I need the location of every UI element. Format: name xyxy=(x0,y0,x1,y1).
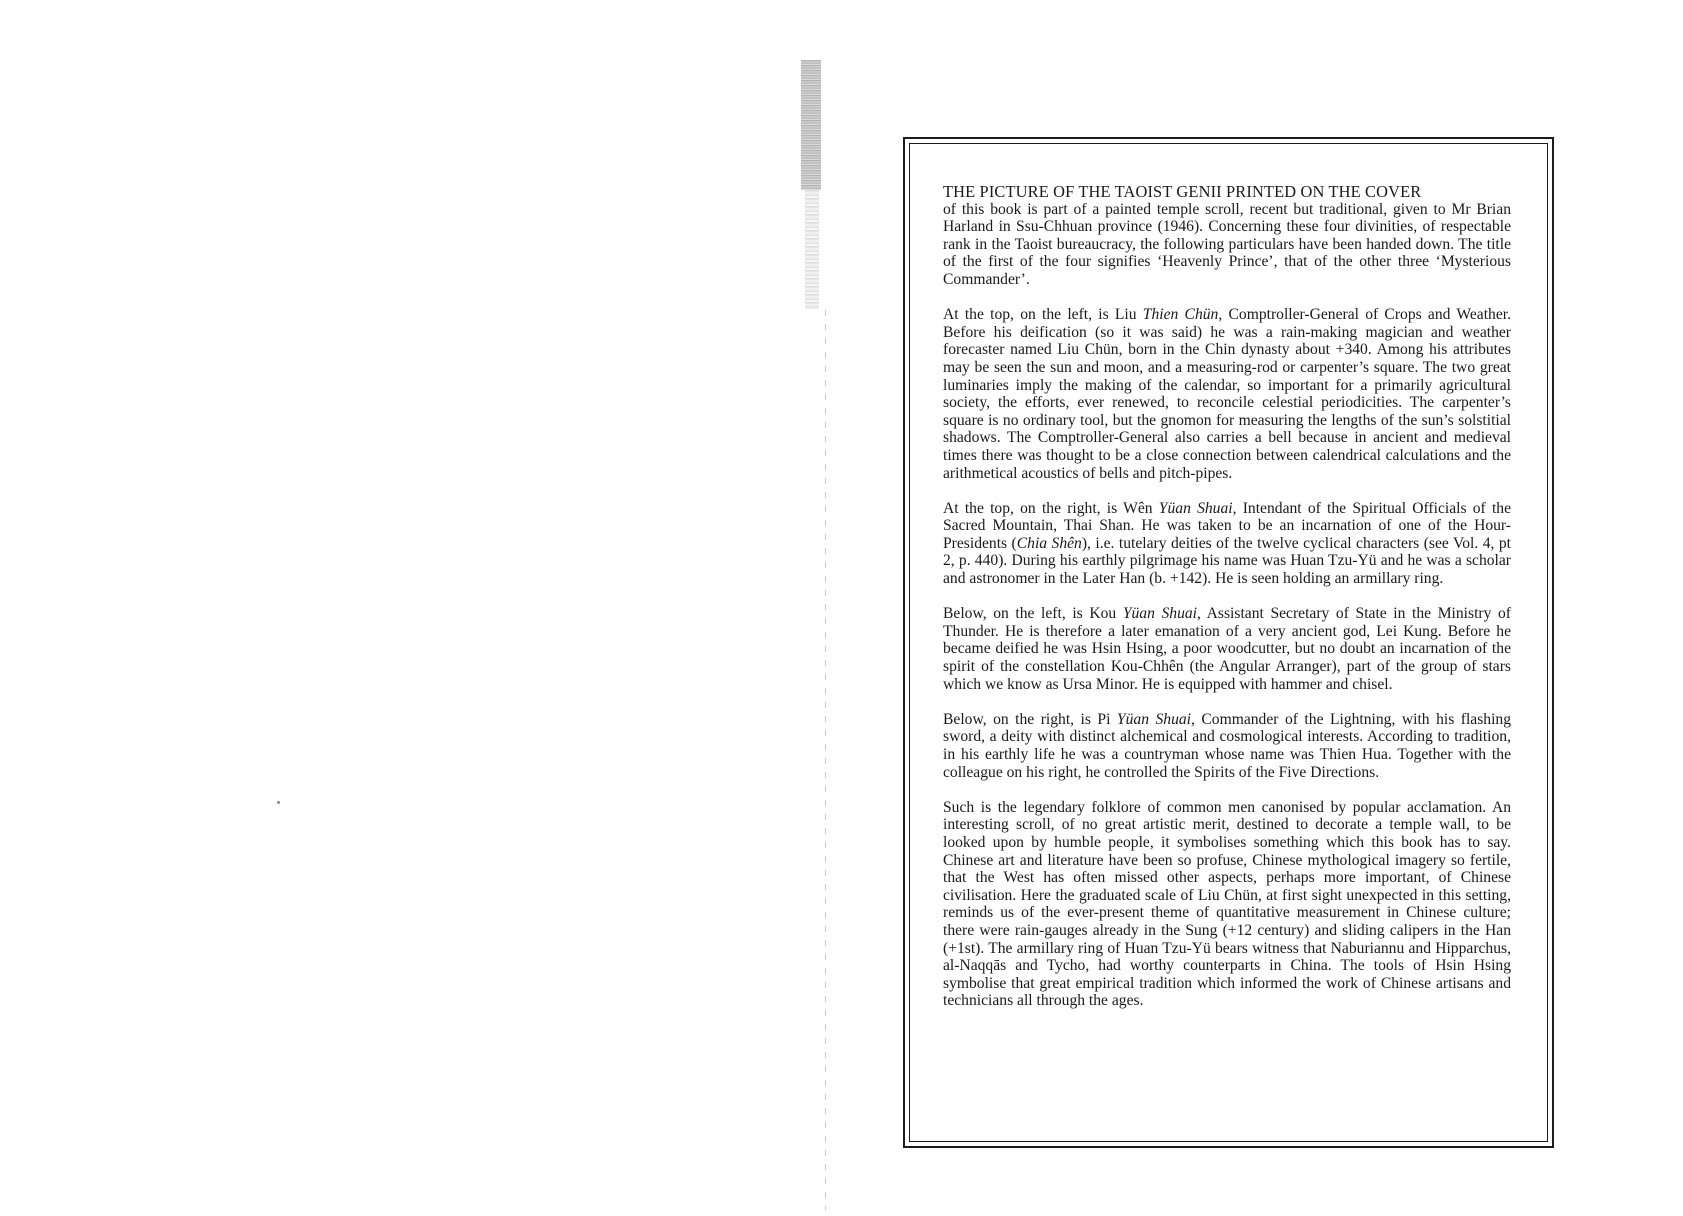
paragraph-2 xyxy=(943,306,1511,482)
italic-term: Yüan Shuai xyxy=(1116,710,1191,728)
gutter-shade-top xyxy=(801,60,821,190)
paragraph-6 xyxy=(943,799,1511,1010)
text-run: , Assistant Secretary of State in the Ministry of Thunder. He is therefore a later emanation of a very ancient god, Lei Kung. Before he became deified he was Hsin Hsing, a poor woodcutter, but no doubt an incarnation of the spirit of the constellation Kou-Chhên (the Angular Arranger), part of the group of stars which we know as Ursa Minor. He is equipped with hammer and chisel. xyxy=(943,605,1512,693)
text-run: Such is the legendary folklore of common men canonised by popular acclamation. An interesting scroll, of no great artistic merit, destined to decorate a temple wall, to be looked upon by humble people, it symbolises something which this book has to say. Chinese art and literature have been so profuse, Chinese mythological imagery so fertile, that the West has often missed other aspects, perhaps more important, of Chinese civilisation. Here the graduated scale of Liu Chün, at first sight unexpected in this setting, reminds us of the ever-present theme of quantitative measurement in Chinese culture; there were rain-gauges already in the Sung (+12 century) and sliding calipers in the Han (+1st). The armillary ring of Huan Tzu-Yü bears witness that Naburiannu and Hipparchus, al-Naqqās and Tycho, had worthy counterparts in China. The tools of Hsin Hsing symbolise that great empirical tradition which informed the work of Chinese artisans and technicians all through the ages. xyxy=(943,798,1511,1010)
cover-heading: THE PICTURE OF THE TAOIST GENII PRINTED ON THE COVER xyxy=(943,182,1422,201)
left-blank-page xyxy=(0,0,820,1216)
text-run: , Intendant of the Spiritual Officials of the Sacred Mountain, Thai Shan. He was taken to be an incarnation of one of the Hour-Presidents ( xyxy=(943,499,1512,552)
book-gutter-shadow xyxy=(799,60,833,1210)
text-run: , Commander of the Lightning, with his flashing sword, a deity with distinct alchemical and cosmological interests. According to tradition, in his earthly life he was a countryman whose name was Thien Hua. Together with the colleague on his right, he controlled the Spirits of the Five Directions. xyxy=(943,710,1511,781)
text-run: ), i.e. tutelary deities of the twelve cyclical characters (see Vol. 4, pt 2, p. 440). During his earthly pilgrimage his name was Huan Tzu-Yü and he was a scholar and astronomer in the Later Han (b. +142). He is seen holding an armillary ring. xyxy=(943,534,1511,588)
cover-description-text xyxy=(943,183,1511,1028)
italic-term: Yüan Shuai xyxy=(1158,499,1233,517)
text-run: At the top, on the left, is Liu xyxy=(943,306,1143,324)
paragraph-4 xyxy=(943,605,1511,693)
paragraph-3 xyxy=(943,500,1511,588)
bordered-text-frame xyxy=(903,137,1554,1148)
italic-term: Yüan Shuai xyxy=(1122,605,1198,623)
text-run: , Comptroller-General of Crops and Weather. Before his deification (so it was said) he was a rain-making magician and weather forecaster named Liu Chün, born in the Chin dynasty about +340. Among his attributes may be seen the sun and moon, and a measuring-rod or carpenter’s square. The two great luminaries imply the making of the calendar, so important for a primarily agricultural society, the efforts, ever renewed, to reconcile celestial periodicities. The carpenter’s square is no ordinary tool, but the gnomon for measuring the lengths of the sun’s solstitial shadows. The Comptroller-General also carries a bell because in ancient and medieval times there was thought to be a close connection between calendrical calculations and the arithmetical acoustics of bells and pitch-pipes. xyxy=(943,306,1511,482)
text-run: At the top, on the right, is Wên xyxy=(943,499,1159,517)
text-run: Below, on the right, is Pi xyxy=(943,710,1117,728)
paragraphs xyxy=(943,201,1511,1010)
text-run: Below, on the left, is Kou xyxy=(943,605,1123,623)
gutter-line xyxy=(825,310,826,1210)
paragraph-1 xyxy=(943,201,1511,289)
paragraph-5 xyxy=(943,711,1511,781)
gutter-shade-middle xyxy=(805,190,819,310)
italic-term: Chia Shên xyxy=(1016,534,1082,552)
scan-speck xyxy=(277,801,280,804)
italic-term: Thien Chün xyxy=(1142,306,1219,324)
text-run: of this book is part of a painted temple scroll, recent but traditional, given to Mr Brian Harland in Ssu-Chhuan province (1946). Concerning these four divinities, of respectable rank in the Taoist bureaucracy, the following particulars have been handed down. The title of the first of the four signifies ‘Heavenly Prince’, that of the other three ‘Mysterious Commander’. xyxy=(943,200,1511,288)
